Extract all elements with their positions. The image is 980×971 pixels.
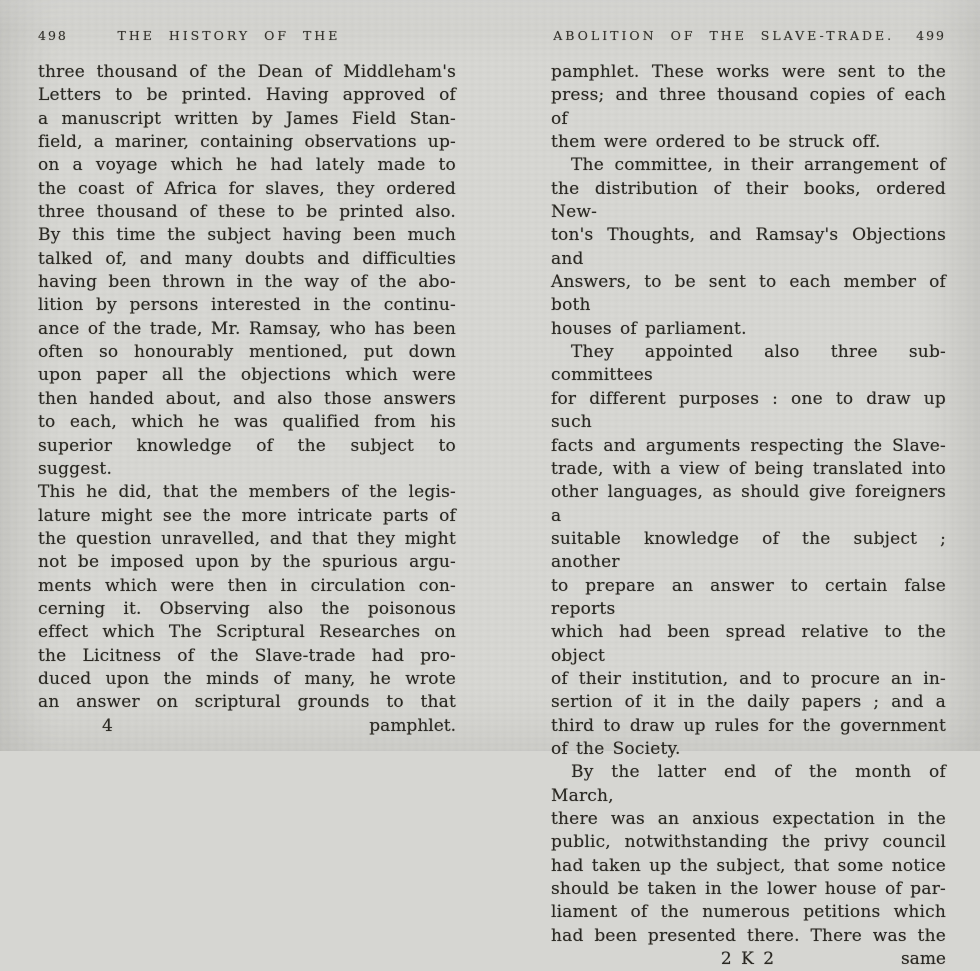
text-line: then handed about, and also those answers [38,388,456,409]
text-line: three thousand of these to be printed also. [38,202,456,223]
catchword: same [900,949,946,970]
text-line: which had been spread relative to the object [551,622,946,666]
text-line: the distribution of their books, ordered New- [551,178,946,223]
text-line: trade, with a view of being translated into [551,458,946,479]
text-line: had taken up the subject, that some notice [551,855,946,876]
text-line: the coast of Africa for slaves, they ordered [38,178,456,199]
text-line: suitable knowledge of the subject ; another [551,528,946,573]
text-line: should be taken in the lower house of par- [551,879,946,900]
text-line: the question unravelled, and that they might [38,528,456,549]
text-line: public, notwithstanding the privy council [551,832,946,853]
text-line: third to draw up rules for the government [551,715,946,736]
running-title-left: THE HISTORY OF THE [117,28,341,43]
text-line: field, a mariner, containing observations up- [38,132,456,153]
text-line: other languages, as should give foreigners a [551,482,946,526]
foot-line-right [551,948,946,971]
text-line: of the Society. [551,738,681,759]
text-line: having been thrown in the way of the abo- [38,272,456,293]
page-number-left: 498 [38,28,68,43]
text-line: three thousand of the Dean of Middleham's [38,62,456,82]
signature-mark: 4 [102,715,113,736]
running-title-right: ABOLITION OF THE SLAVE-TRADE. [553,28,895,43]
catchword: pamphlet. [369,715,456,736]
text-block-left [38,61,456,715]
signature-mark: 2 K 2 [720,949,777,970]
page-number-right: 499 [916,28,946,43]
text-line: not be imposed upon by the spurious argu- [38,552,456,573]
text-line: By this time the subject having been much [38,225,456,246]
text-line: lature might see the more intricate parts of [38,505,456,526]
page-left [38,28,456,738]
text-line: This he did, that the members of the legis- [38,482,456,503]
text-block-right [551,61,946,948]
text-line: to prepare an answer to certain false reports [551,575,946,619]
text-line: on a voyage which he had lately made to [38,155,456,176]
text-line: The committee, in their arrangement of [571,155,946,176]
text-line: effect which The Scriptural Researches on [38,622,456,643]
text-line: of their institution, and to procure an in- [551,668,946,689]
text-line: houses of parliament. [551,318,747,339]
text-line: lition by persons interested in the continu- [38,295,456,316]
page-right [551,28,946,971]
text-line: the Licitness of the Slave-trade had pro- [38,645,456,666]
text-line: ments which were then in circulation con- [38,575,456,596]
text-line: sertion of it in the daily papers ; and a [551,692,946,713]
text-line: upon paper all the objections which were [38,365,456,386]
text-line: had been presented there. There was the [551,925,946,946]
text-line: press; and three thousand copies of each of [551,85,946,129]
text-line: talked of, and many doubts and difficulties [38,248,456,269]
text-line: They appointed also three sub-committees [551,342,946,386]
text-line: for different purposes : one to draw up such [551,388,946,433]
text-line: liament of the numerous petitions which [551,902,946,923]
text-line: Answers, to be sent to each member of both [551,272,946,316]
text-line: superior knowledge of the subject to suggest. [38,435,456,479]
text-line: often so honourably mentioned, put down [38,342,456,363]
text-line: ton's Thoughts, and Ramsay's Objections and [551,225,946,269]
text-line: cerning it. Observing also the poisonous [38,598,456,619]
text-line: duced upon the minds of many, he wrote [38,668,456,689]
text-line: to each, which he was qualified from his [38,412,456,433]
text-line: a manuscript written by James Field Stan- [38,108,456,129]
text-line: ance of the trade, Mr. Ramsay, who has been [38,318,456,339]
text-line: them were ordered to be struck off. [551,132,881,153]
running-head-left [38,28,456,44]
foot-line-left [38,715,456,738]
text-line: pamphlet. These works were sent to the [551,62,946,82]
text-line: facts and arguments respecting the Slave- [551,435,946,456]
text-line: Letters to be printed. Having approved of [38,85,456,106]
text-line: there was an anxious expectation in the [551,809,946,829]
text-line: an answer on scriptural grounds to that [38,692,456,713]
text-line: By the latter end of the month of March, [551,762,946,806]
running-head-right [551,28,946,44]
